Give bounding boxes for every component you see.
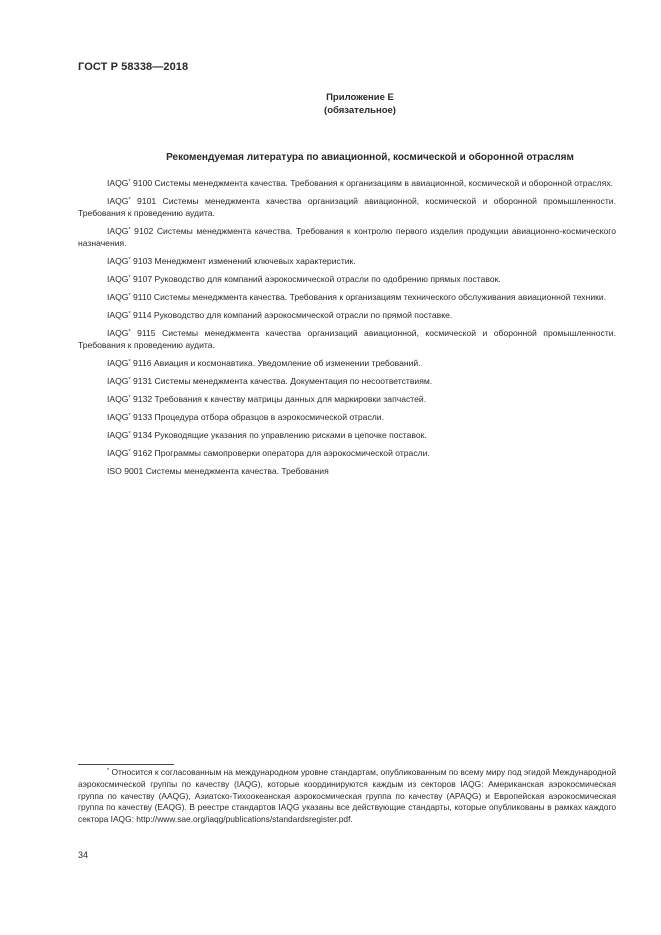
reference-item: IAQG* 9107 Руководство для компаний аэрокосмической отрасли по одобрению прямых поставок.: [107, 274, 501, 284]
reference-item: ISO 9001 Системы менеджмента качества. Требования: [107, 466, 329, 476]
section-title: Рекомендуемая литература по авиационной, космической и оборонной отраслям: [166, 152, 574, 163]
reference-item: IAQG* 9162 Программы самопроверки оператора для аэрокосмической отрасли.: [107, 448, 430, 458]
footnote-divider: [78, 764, 174, 765]
reference-item: IAQG* 9100 Системы менеджмента качества. Требования к организациям в авиационной, космической и оборонной отраслях.: [107, 178, 614, 188]
appendix-title: Приложение Е: [326, 92, 394, 103]
reference-item: IAQG* 9133 Процедура отбора образцов в аэрокосмической отрасли.: [107, 412, 384, 422]
reference-item: IAQG* 9132 Требования к качеству матрицы данных для маркировки запчастей.: [107, 394, 427, 404]
reference-item: IAQG* 9103 Менеджмент изменений ключевых характеристик.: [107, 256, 356, 266]
reference-item: IAQG* 9101 Системы менеджмента качества организаций авиационной, космической и оборонной промышленности. Требования к проведению аудита.: [78, 196, 616, 218]
reference-item: IAQG* 9115 Системы менеджмента качества организаций авиационной, космической и оборонной промышленности. Требования к проведению аудита.: [78, 328, 616, 350]
document-header: ГОСТ Р 58338—2018: [78, 61, 189, 73]
page-number: 34: [78, 850, 89, 860]
reference-list: [78, 177, 616, 483]
appendix-heading: [260, 91, 460, 117]
reference-item: IAQG* 9116 Авиация и космонавтика. Уведомление об изменении требований.: [107, 358, 421, 368]
footnote-text: Относится к согласованным на международном уровне стандартам, опубликованным по всему миру под эгидой Международной аэрокосмической группы по качеству (IAQG), которые координируются каждым из секторов IAQG: Американская аэрокосмическая группа по качеству (AAQG), Азиатско-Тихоокеанская аэрокосмическая группа по качеству (APAQG) и Европейская аэрокосмическая группа по качеству (EAQG). В реестре стандартов IAQG указаны все действующие стандарты, которые опубликованы в рамках каждого сектора IAQG: http://www.sae.org/iaqg/publications/standardsregister.pdf.: [78, 767, 616, 825]
reference-item: IAQG* 9110 Системы менеджмента качества. Требования к организациям технического обслуживания авиационной техники.: [107, 292, 607, 302]
reference-item: IAQG* 9134 Руководящие указания по управлению рисками в цепочке поставок.: [107, 430, 427, 440]
footnote-mark: *: [107, 768, 110, 774]
footnote: [78, 767, 616, 826]
reference-item: IAQG* 9102 Системы менеджмента качества. Требования к контролю первого изделия продукции авиационно-космического назначения.: [78, 226, 616, 248]
reference-item: IAQG* 9131 Системы менеджмента качества. Документация по несоответствиям.: [107, 376, 433, 386]
appendix-status: (обязательное): [324, 105, 396, 116]
reference-item: IAQG* 9114 Руководство для компаний аэрокосмической отрасли по прямой поставке.: [107, 310, 453, 320]
